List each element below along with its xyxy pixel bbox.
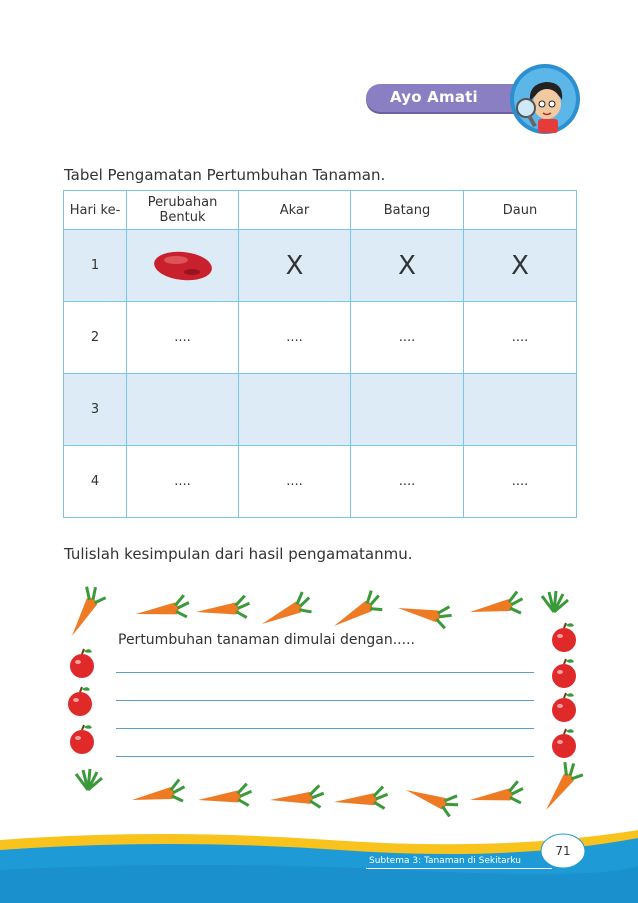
answer-line[interactable] [116,756,534,757]
answer-line[interactable] [116,700,534,701]
section-banner [366,84,516,112]
header-akar: Akar [239,191,351,230]
table-title: Tabel Pengamatan Pertumbuhan Tanaman. [64,166,386,184]
header-batang: Batang [351,191,464,230]
subtheme-label: Subtema 3: Tanaman di Sekitarku [369,856,521,866]
day-cell: 1 [64,230,127,302]
batang-cell: X [351,230,464,302]
akar-cell: .... [239,302,351,374]
daun-cell: .... [464,302,577,374]
akar-cell: .... [239,446,351,518]
answer-line[interactable] [116,728,534,729]
observation-table [63,190,577,518]
akar-cell: X [239,230,351,302]
vegetable-border [58,586,588,818]
batang-cell [351,374,464,446]
akar-cell [239,374,351,446]
header-daun: Daun [464,191,577,230]
daun-cell [464,374,577,446]
batang-cell: .... [351,446,464,518]
banner-label: Ayo Amati [390,88,478,106]
page-number: 71 [555,844,571,858]
conclusion-prompt: Pertumbuhan tanaman dimulai dengan..... [118,632,415,648]
table-row [64,302,577,374]
day-cell: 4 [64,446,127,518]
batang-cell: .... [351,302,464,374]
boy-magnifier-icon [508,62,582,136]
footer-wave [0,820,638,903]
shape-cell [127,230,239,302]
table-row [64,446,577,518]
daun-cell: .... [464,446,577,518]
header-day: Hari ke- [64,191,127,230]
header-shape: Perubahan Bentuk [127,191,239,230]
seed-icon [152,248,214,284]
shape-cell: .... [127,302,239,374]
day-cell: 3 [64,374,127,446]
shape-cell [127,374,239,446]
table-row [64,230,577,302]
shape-cell: .... [127,446,239,518]
day-cell: 2 [64,302,127,374]
daun-cell: X [464,230,577,302]
table-row [64,374,577,446]
answer-line[interactable] [116,672,534,673]
instruction-text: Tulislah kesimpulan dari hasil pengamatanmu. [64,545,413,563]
